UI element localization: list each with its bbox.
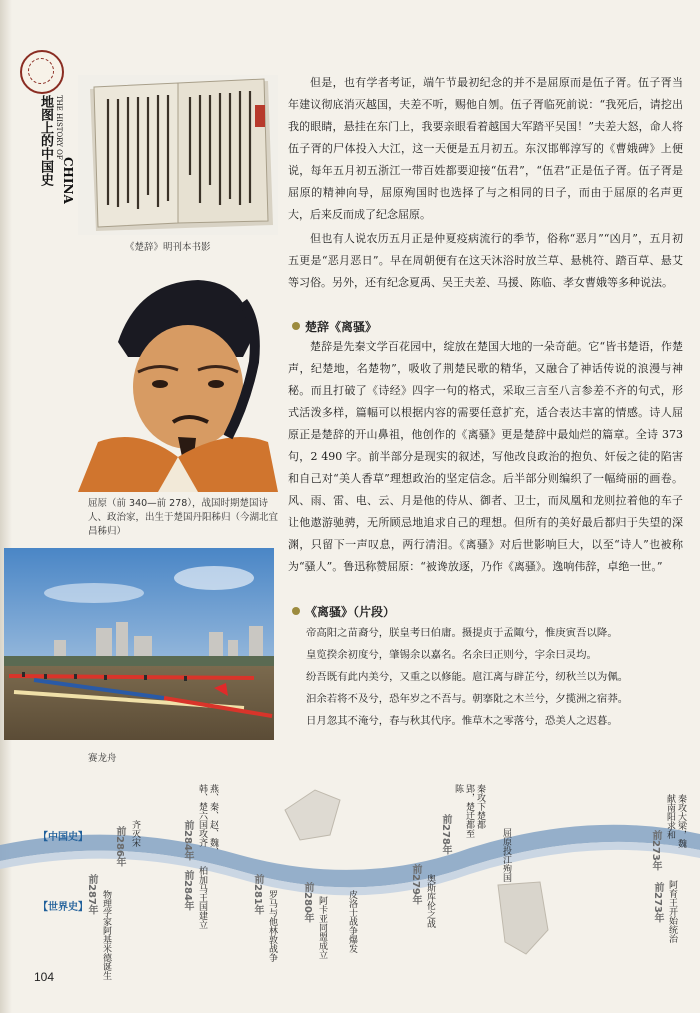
section-heading-chuci xyxy=(292,318,377,335)
timeline xyxy=(0,770,700,980)
world-event: 罗马与他林敦战争 xyxy=(267,890,277,962)
world-year: 前280年 xyxy=(302,882,313,923)
page-number: 104 xyxy=(34,970,55,984)
dragon-boat-photo xyxy=(4,548,274,740)
poem-line: 帝高阳之苗裔兮，朕皇考曰伯庸。摄提贞于孟陬兮，惟庚寅吾以降。 xyxy=(306,627,618,639)
china-year: 前286年 xyxy=(114,826,125,867)
series-title-cn: 地图上的中国史 xyxy=(38,95,53,186)
china-event: 秦攻下楚都郢，楚迁都至陈 xyxy=(453,784,485,838)
section-heading-lisao-text: 《离骚》（片段） xyxy=(305,605,396,619)
world-event: 奥斯库伦之战 xyxy=(425,874,435,928)
world-event: 阿育王开始统治 xyxy=(667,880,677,943)
paragraph-evil-month: 但也有人说农历五月正是仲夏疫病流行的季节，俗称“恶月”“凶月”，五月初五更是“恶月恶日”。早在周朝便有在这天沐浴时放兰草、悬桃符、踏百草、悬艾等习俗。另外，还有纪念夏禹、吴王夫差、马援、陈临、孝女曹娥等多种说法。 xyxy=(288,232,683,289)
book-image xyxy=(78,75,278,235)
china-year: 前278年 xyxy=(440,814,451,855)
world-event: 阿卡亚同盟成立 xyxy=(317,896,327,959)
world-event: 柏加马王国建立 xyxy=(197,866,207,929)
qu-yuan-portrait xyxy=(78,262,278,492)
bullet-icon xyxy=(292,322,300,330)
section-heading-chuci-text: 楚辞《离骚》 xyxy=(305,320,378,334)
series-title-en-1: THE HISTORY OF xyxy=(55,95,63,160)
series-title xyxy=(38,95,75,265)
portrait-caption: 屈原（前 340—前 278），战国时期楚国诗人、政治家，出生于楚国丹阳秭归（今湖北宜昌秭归） xyxy=(88,498,279,537)
series-title-en-2: CHINA xyxy=(61,157,75,204)
china-event: 秦攻大梁，魏献南阳求和 xyxy=(665,794,686,848)
china-year: 前284年 xyxy=(182,820,193,861)
world-event: 物理学家阿基米德诞生 xyxy=(101,890,111,980)
section-heading-lisao xyxy=(292,603,395,620)
china-event: 齐灭宋 xyxy=(130,820,140,847)
world-year: 前279年 xyxy=(410,864,421,905)
paragraph-wu-zixu: 但是，也有学者考证，端午节最初纪念的并不是屈原而是伍子胥。伍子胥当年建议彻底消灭越国，夫差不听，赐他自刎。伍子胥临死前说：“我死后，请挖出我的眼睛，悬挂在东门上，我要亲眼看着越国大军踏平吴国！”夫差大怒，命人将伍子胥的尸体投入大江，这一天便是五月初五。东汉邯郸淳写的《曹娥碑》上便说，每年五月初五浙江一带百姓都要迎接“伍君”，“伍君”正是伍子胥。伍子胥是屈原的精神向导，屈原殉国时也选择了与之相同的日子，而由于屈原的名声更大，后来反而成了纪念屈原。 xyxy=(288,76,683,221)
world-year: 前281年 xyxy=(252,874,263,915)
poem-line: 日月忽其不淹兮，春与秋其代序。惟草木之零落兮，恐美人之迟暮。 xyxy=(306,715,618,727)
boat-caption: 赛龙舟 xyxy=(88,753,117,764)
world-history-label: 【世界史】 xyxy=(38,902,88,913)
world-year: 前287年 xyxy=(86,874,97,915)
series-logo xyxy=(20,50,64,94)
paragraph-chuci: 楚辞是先秦文学百花园中，绽放在楚国大地的一朵奇葩。它“皆书楚语，作楚声，纪楚地，名楚物”，吸收了荆楚民歌的精华，又融合了神话传说的浪漫与神秘。而且打破了《诗经》四字一句的格式，采取三言至八言参差不齐的句式，形式活泼多样，篇幅可以根据内容的需要任意扩充，适合表达丰富的情感。诗人屈原正是楚辞的开山鼻祖，他创作的《离骚》更是楚辞中最灿烂的篇章。全诗 373 句，2 490 字。前半部分是现实的叙述，写他改良政治的抱负、奸佞之徒的陷害和自己对“美人香草”理想政治的坚定信念。后半部分则编织了一幅绮丽的画卷。风、雨、雷、电、云、月是他的侍从、御者、卫士，而凤凰和龙则拉着他的车子让他遨游驰骋，无所顾忌地追求自己的理想。但所有的美好最后都归于失望的深渊，只留下一声叹息，两行清泪。《离骚》对后世影响巨大，以至“诗人”也被称为“骚人”。鲁迅称赞屈原：“被谗放逐，乃作《离骚》。逸响伟辞，卓绝一世。” xyxy=(288,340,683,573)
world-year: 前273年 xyxy=(652,882,663,923)
china-history-label: 【中国史】 xyxy=(38,832,88,843)
book-caption: 《楚辞》明刊本书影 xyxy=(125,242,211,253)
china-event: 屈原投江殉国 xyxy=(501,828,511,882)
china-event: 燕、秦、赵、魏、韩、楚六国攻齐 xyxy=(197,784,218,856)
world-year: 前284年 xyxy=(182,870,193,911)
china-year: 前273年 xyxy=(650,830,661,871)
world-event: 皮洛士战争爆发 xyxy=(347,890,357,953)
poem-line: 纷吾既有此内美兮，又重之以修能。扈江离与辟芷兮，纫秋兰以为佩。 xyxy=(306,671,629,683)
poem-line: 皇览揆余初度兮，肇锡余以嘉名。名余曰正则兮，字余曰灵均。 xyxy=(306,649,597,661)
poem-line: 汩余若将不及兮，恐年岁之不吾与。朝搴阰之木兰兮，夕揽洲之宿莽。 xyxy=(306,693,629,705)
bullet-icon xyxy=(292,607,300,615)
